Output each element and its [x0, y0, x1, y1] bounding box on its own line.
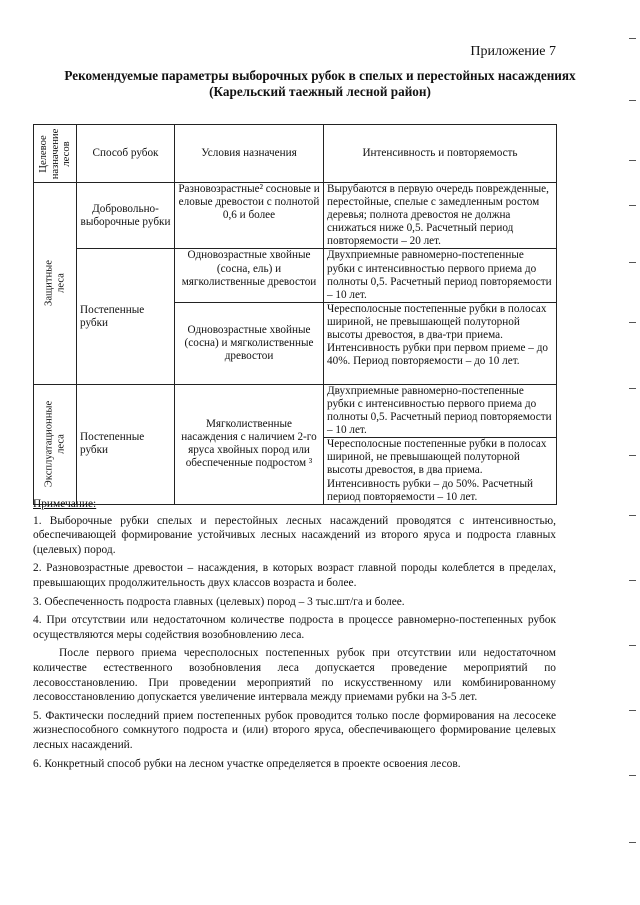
notes-section: [33, 495, 556, 775]
method-gradual: Постепенные рубки: [77, 249, 175, 384]
note-4-continued: После первого приема чересполосных постепенных рубок при отсутствии или недостаточном количестве естественного возобновления леса допускается проведение мероприятий по лесовосстановлению. При проведении мероприятий по искусственному или комбинированному лесовосстановлению допускается увеличение интервала между приемами рубки на 3-5 лет.: [33, 647, 556, 704]
parameters-table: [33, 124, 557, 505]
note-1: 1. Выборочные рубки спелых и перестойных лесных насаждений проводятся с интенсивностью, обеспечивающей формирование устойчивых лесных насаждений из второго яруса и подроста главных (целевых) пород.: [33, 514, 556, 556]
purpose-exploitation: Эксплуатационные леса: [34, 384, 77, 504]
method-gradual-exploitation: Постепенные рубки: [77, 384, 175, 504]
conditions-even-aged-1: Одновозрастные хвойные (сосна, ель) и мягколиственные древостои: [175, 249, 324, 302]
header-method: Способ рубок: [77, 125, 175, 183]
title-line-1: Рекомендуемые параметры выборочных рубок в спелых и перестойных насаждениях: [64, 68, 576, 83]
header-purpose: Целевое назначение лесов: [34, 125, 77, 183]
header-intensity: Интенсивность и повторяемость: [324, 125, 557, 183]
scan-margin-marks: [618, 0, 640, 905]
header-conditions: Условия назначения: [175, 125, 324, 183]
intensity-strip-exploitation: Чересполосные постепенные рубки в полосах шириной, не превышающей полуторной высоты древостоя, в два приема. Интенсивность рубки – до 50%. Расчетный период повторяемости – 10 лет.: [324, 438, 557, 504]
note-3: 3. Обеспеченность подроста главных (целевых) пород – 3 тыс.шт/га и более.: [33, 595, 405, 608]
title-line-2: (Карельский таежный лесной район): [209, 84, 431, 99]
conditions-softwood: Мягколиственные насаждения с наличием 2-го яруса хвойных пород или обеспеченные подростом ³: [175, 384, 324, 504]
intensity-selective: Вырубаются в первую очередь поврежденные, перестойные, спелые с замедленным ростом деревья; полнота древостоя не должна снижаться ниже 0,5. Расчетный период повторяемости – 20 лет.: [324, 183, 557, 249]
document-title: [30, 68, 610, 100]
table-header-row: [34, 125, 557, 183]
table-row: [34, 183, 557, 249]
purpose-protective: Защитные леса: [34, 183, 77, 385]
method-selective: Добровольно-выборочные рубки: [77, 183, 175, 249]
note-6: 6. Конкретный способ рубки на лесном участке определяется в проекте освоения лесов.: [33, 757, 461, 770]
intensity-strip: Чересполосные постепенные рубки в полосах шириной, не превышающей полуторной высоты древостоя, в два-три приема. Интенсивность рубки при первом приеме – до 40%. Период повторяемости – до 10 лет.: [324, 302, 557, 384]
annex-label: Приложение 7: [470, 44, 556, 59]
intensity-two-stage: Двухприемные равномерно-постепенные рубки с интенсивностью первого приема до полноты 0,5. Расчетный период повторяемости – 10 лет.: [324, 249, 557, 302]
intensity-two-stage-exploitation: Двухприемные равномерно-постепенные рубки с интенсивностью первого приема до полноты 0,5. Расчетный период повторяемости – 10 лет.: [324, 384, 557, 437]
table-row: [34, 249, 557, 302]
notes-heading: Примечание:: [33, 498, 97, 510]
note-2: 2. Разновозрастные древостои – насаждения, в которых возраст главной породы колеблется в пределах, превышающих продолжительность двух классов возраста и более.: [33, 562, 556, 589]
table-row: [34, 384, 557, 437]
note-4: 4. При отсутствии или недостаточном количестве подроста в процессе равномерно-постепенных рубок осуществляются меры содействия возобновлению леса.: [33, 614, 556, 641]
conditions-uneven-aged: Разновозрастные² сосновые и еловые древостои с полнотой 0,6 и более: [175, 183, 324, 249]
conditions-even-aged-2: Одновозрастные хвойные (сосна) и мягколиственные древостои: [175, 302, 324, 384]
note-5: 5. Фактически последний прием постепенных рубок проводится только после формирования на лесосеке жизнеспособного сомкнутого подроста и (или) второго яруса, обеспечивающего формирование целевых лесных насаждений.: [33, 709, 556, 751]
